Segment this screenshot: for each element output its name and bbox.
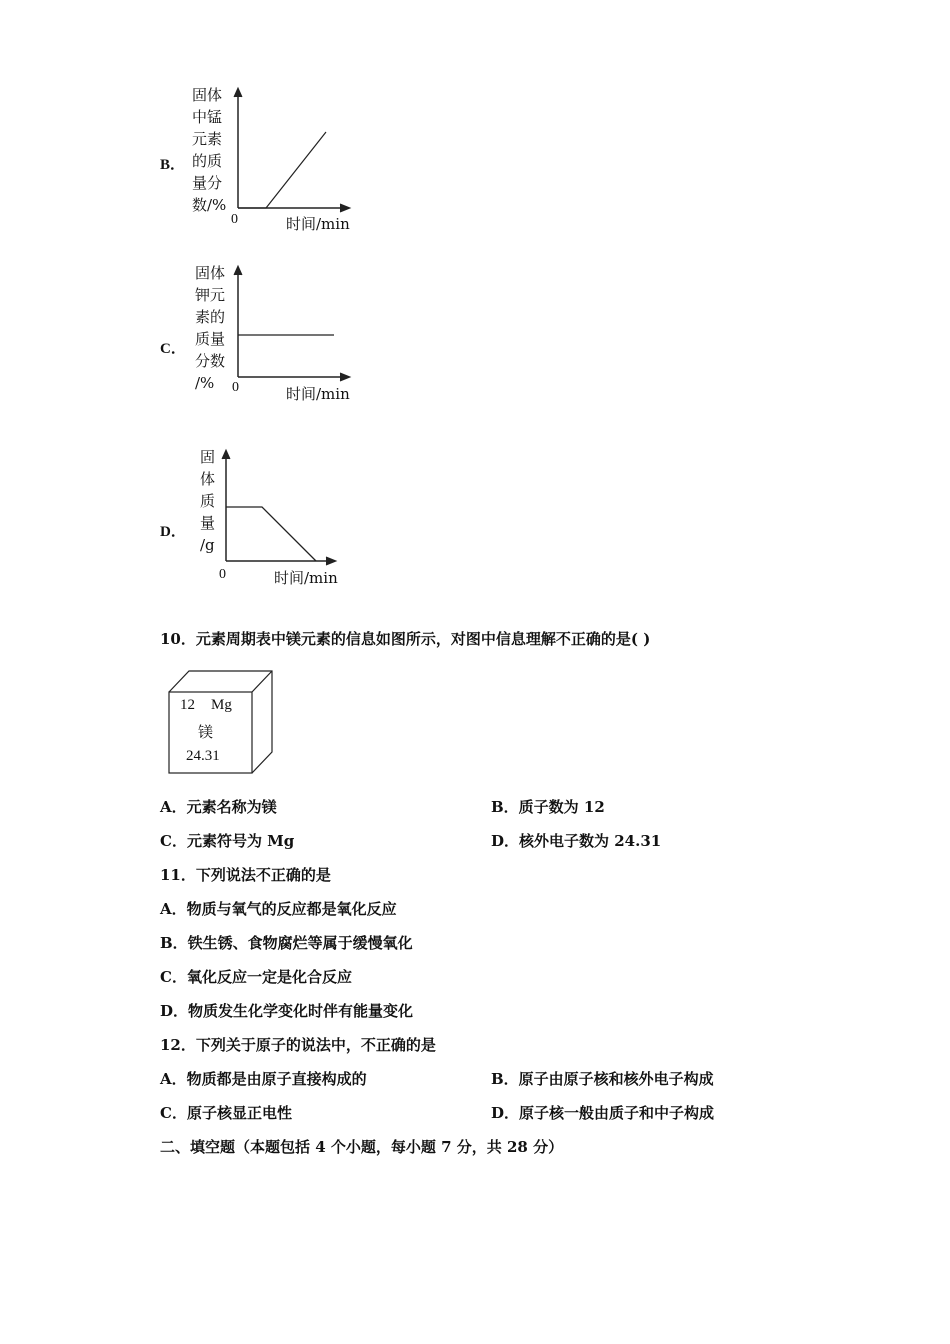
q12-option-c: C．原子核显正电性 [160, 1104, 292, 1122]
graph-b-ylabel-line: 中锰 [192, 108, 223, 126]
graph-d-ylabel-line: /g [200, 536, 215, 554]
graph-b-ylabel-line: 固体 [192, 86, 223, 104]
element-number: 12 [180, 697, 195, 713]
graph-c-xlabel: 时间/min [286, 385, 350, 403]
q10-option-b: B．质子数为 12 [491, 798, 605, 816]
graph-b-axes [228, 84, 358, 214]
graph-d-ylabel-line: 质 [200, 492, 216, 510]
q10-option-c: C．元素符号为 Mg [160, 832, 295, 850]
graph-d-ylabel-line: 固 [200, 448, 216, 466]
graph-b-ylabel-line: 量分 [192, 174, 223, 192]
graph-c-ylabel-line: 固体 [195, 264, 226, 282]
element-cube-frame [166, 668, 276, 774]
graph-c-axes [228, 262, 358, 384]
graph-c-origin: 0 [232, 380, 239, 395]
graph-c-y-arrow [234, 266, 242, 275]
graph-c-ylabel-line: 钾元 [195, 286, 226, 304]
graph-c-ylabel-line: /% [195, 374, 215, 392]
element-symbol: Mg [211, 697, 232, 713]
section-2-heading: 二、填空题（本题包括 4 个小题，每小题 7 分，共 28 分） [160, 1138, 564, 1156]
graph-d-origin: 0 [219, 567, 226, 582]
q10-stem: 10．元素周期表中镁元素的信息如图所示，对图中信息理解不正确的是( ) [160, 630, 651, 648]
q11-option-d: D．物质发生化学变化时伴有能量变化 [160, 1002, 414, 1020]
graph-b-curve [238, 132, 326, 208]
q12-stem: 12．下列关于原子的说法中，不正确的是 [160, 1036, 436, 1054]
q11-option-b: B．铁生锈、食物腐烂等属于缓慢氧化 [160, 934, 413, 952]
q11-option-a: A．物质与氧气的反应都是氧化反应 [160, 900, 397, 918]
q12-option-a: A．物质都是由原子直接构成的 [160, 1070, 367, 1088]
graph-c-ylabel-line: 素的 [195, 308, 226, 326]
graph-b-ylabel-line: 的质 [192, 152, 223, 170]
graph-c-ylabel-line: 质量 [195, 330, 226, 348]
graph-d-curve [226, 507, 316, 561]
graph-b-x-arrow [340, 204, 350, 212]
graph-c-ylabel-line: 分数 [195, 352, 226, 370]
option-b-label: B． [160, 157, 186, 173]
q12-option-b: B．原子由原子核和核外电子构成 [491, 1070, 714, 1088]
graph-b-xlabel: 时间/min [286, 215, 350, 233]
element-name: 镁 [198, 723, 214, 741]
graph-b-ylabel-line: 数/% [192, 196, 227, 214]
graph-d-ylabel-line: 体 [200, 470, 216, 488]
graph-d-x-arrow [326, 557, 336, 565]
q10-option-a: A．元素名称为镁 [160, 798, 277, 816]
graph-b-origin: 0 [231, 212, 238, 227]
element-mass: 24.31 [186, 748, 220, 764]
q10-option-d: D．核外电子数为 24.31 [491, 832, 662, 850]
graph-b-ylabel-line: 元素 [192, 130, 223, 148]
graph-d-y-arrow [222, 450, 230, 459]
q11-stem: 11．下列说法不正确的是 [160, 866, 331, 884]
graph-b-y-arrow [234, 88, 242, 97]
element-card [166, 668, 276, 774]
option-d-label: D． [160, 524, 186, 540]
graph-d-xlabel: 时间/min [274, 569, 338, 587]
q12-option-d: D．原子核一般由质子和中子构成 [491, 1104, 715, 1122]
option-c-label: C． [160, 341, 186, 357]
graph-d-axes [216, 446, 346, 568]
graph-c-x-arrow [340, 373, 350, 381]
q11-option-c: C．氧化反应一定是化合反应 [160, 968, 352, 986]
graph-d-ylabel-line: 量 [200, 514, 216, 532]
